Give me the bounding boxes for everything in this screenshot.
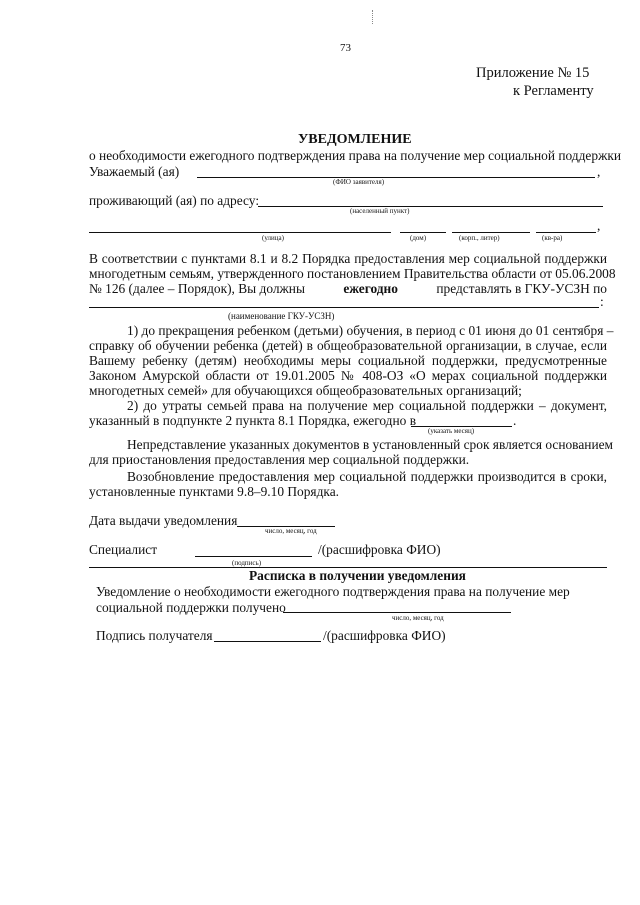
item1-line1: 1) до прекращения ребенком (детьми) обучения, в период с 01 июня до 01 сентября – [127,323,614,338]
applicant-name-line [197,177,595,178]
receipt-line1: Уведомление о необходимости ежегодного подтверждения права на получение мер [96,584,570,599]
street-line [89,232,391,233]
receipt-line2: социальной поддержки получено [96,600,286,615]
recipient-signature-line [214,641,321,642]
issue-date-caption: число, месяц, год [265,527,317,535]
item2-line1: 2) до утраты семьей права на получение мер социальной поддержки – документ, [127,398,607,413]
appendix-line2: к Регламенту [513,83,594,99]
item1-line4: Законом Амурской области от 19.01.2005 № 408-ОЗ «О мерах социальной поддержки [89,368,607,383]
item2-line2: указанный в подпункте 2 пункта 8.1 Порядка, ежегодно в [89,413,417,428]
apt-caption: (кв-ра) [542,234,563,242]
settlement-caption: (населенный пункт) [350,207,410,215]
settlement-line [258,206,603,207]
specialist-label: Специалист [89,542,158,557]
para1-line3 [89,281,607,297]
issue-date-label: Дата выдачи уведомления [89,513,238,528]
para2-line2: для приостановления предоставления мер социальной поддержки. [89,452,470,467]
specialist-signature-line [195,556,312,557]
scan-mark [372,10,374,24]
specialist-signature-caption: (подпись) [232,559,262,567]
recipient-signature-label: Подпись получателя [96,628,213,643]
applicant-name-caption: (ФИО заявителя) [333,178,385,186]
address-comma: , [597,218,601,233]
appendix-line1: Приложение № 15 [476,65,590,81]
para1-line3-start: № 126 (далее – Порядок), Вы должны [89,281,305,296]
street-caption: (улица) [262,234,284,242]
document-title: УВЕДОМЛЕНИЕ [298,132,412,147]
para3-line1: Возобновление предоставления мер социальной поддержки производится в сроки, [127,469,607,484]
month-caption: (указать месяц) [428,427,475,435]
org-colon: : [600,294,604,309]
para1-line3-end: представлять в ГКУ-УСЗН по [436,281,607,296]
month-period: . [513,413,517,428]
para3-line2: установленные пунктами 9.8–9.10 Порядка. [89,484,339,499]
building-caption: (корп., литер) [459,234,500,242]
address-label: проживающий (ая) по адресу: [89,193,260,208]
building-line [452,232,530,233]
salutation-comma: , [597,164,601,179]
para1-line2: многодетным семьям, утвержденного постановлением Правительства области от 05.06.2008 [89,266,616,281]
document-subtitle: о необходимости ежегодного подтверждения права на получение мер социальной поддержки [89,148,621,163]
item1-line2: справку об обучении ребенка (детей) в общеобразовательной организации, в случае, если [89,338,607,353]
org-name-line [89,307,599,308]
org-caption: (наименование ГКУ-УСЗН) [228,311,335,321]
house-caption: (дом) [410,234,427,242]
para2-line1: Непредставление указанных документов в установленный срок является основанием [127,437,614,452]
item1-line5: многодетных семей» для обучающихся общеобразовательных организаций; [89,383,522,398]
apt-line [536,232,596,233]
receipt-date-line [283,612,511,613]
page-number: 73 [340,42,351,54]
para1-emphasis: ежегодно [343,281,398,296]
receipt-title: Расписка в получении уведомления [249,568,466,583]
house-line [400,232,446,233]
recipient-decode: /(расшифровка ФИО) [323,628,446,643]
item1-line3: Вашему ребенку (детям) необходимы меры социальной поддержки, предусмотренные [89,353,607,368]
para1-line1: В соответствии с пунктами 8.1 и 8.2 Порядка предоставления мер социальной поддержки [89,251,607,266]
specialist-decode: /(расшифровка ФИО) [318,542,441,557]
receipt-date-caption: число, месяц, год [392,614,444,622]
salutation-label: Уважаемый (ая) [89,164,180,179]
